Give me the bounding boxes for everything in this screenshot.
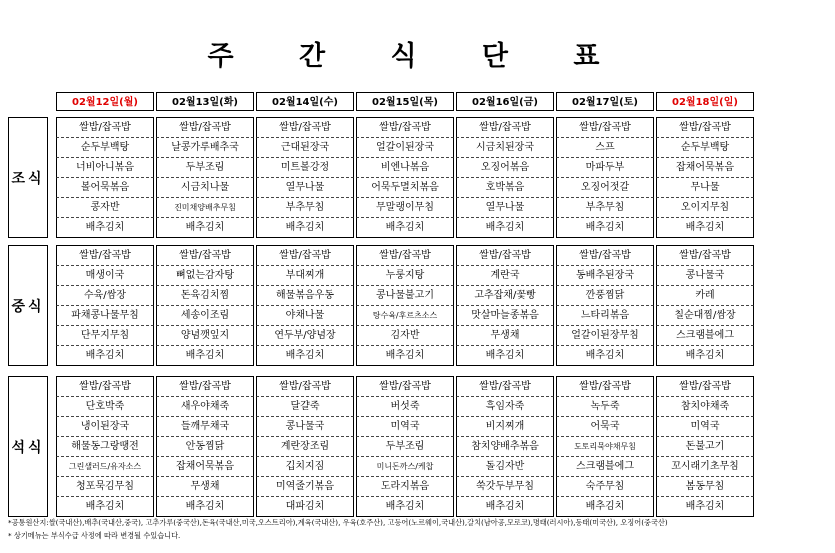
date-header-0: 02월12일(월): [56, 92, 154, 111]
menu-grid: [56, 376, 754, 517]
menu-item: 열무나물: [256, 177, 354, 197]
menu-item: 근대된장국: [256, 137, 354, 157]
menu-item: 쌀밥/잡곡밥: [156, 245, 254, 265]
menu-item: 단호박죽: [56, 396, 154, 416]
menu-item: 쌀밥/잡곡밥: [256, 245, 354, 265]
day-column-4: [456, 245, 554, 366]
day-column-5: [556, 245, 654, 366]
menu-item: 두부조림: [356, 436, 454, 456]
date-header-row: [56, 92, 756, 111]
menu-item: 쌀밥/잡곡밥: [456, 376, 554, 396]
menu-item: 쌀밥/잡곡밥: [256, 376, 354, 396]
date-header-4: 02월16일(금): [456, 92, 554, 111]
meal-label: 조식: [8, 117, 48, 238]
menu-item: 배추김치: [56, 496, 154, 517]
menu-item: 배추김치: [656, 345, 754, 366]
menu-item: 얼갈이된장무침: [556, 325, 654, 345]
day-column-0: [56, 117, 154, 238]
day-column-4: [456, 117, 554, 238]
menu-item: 참치양배추볶음: [456, 436, 554, 456]
day-column-2: [256, 376, 354, 517]
menu-grid: [56, 245, 754, 366]
menu-item: 녹두죽: [556, 396, 654, 416]
menu-item: 참치야채죽: [656, 396, 754, 416]
menu-item: 단무지무침: [56, 325, 154, 345]
menu-item: 배추김치: [256, 345, 354, 366]
day-column-3: [356, 245, 454, 366]
menu-item: 계란국: [456, 265, 554, 285]
menu-item: 미역줄기볶음: [256, 476, 354, 496]
menu-item: 쌀밥/잡곡밥: [556, 117, 654, 137]
menu-item: 배추김치: [56, 217, 154, 238]
menu-item: 마파두부: [556, 157, 654, 177]
menu-item: 진미채양배추무침: [156, 197, 254, 217]
day-column-6: [656, 117, 754, 238]
menu-item: 배추김치: [656, 496, 754, 517]
menu-item: 쌀밥/잡곡밥: [356, 376, 454, 396]
menu-item: 순두부백탕: [656, 137, 754, 157]
menu-item: 쑥갓두부무침: [456, 476, 554, 496]
menu-item: 잡채어묵볶음: [656, 157, 754, 177]
menu-item: 동배추된장국: [556, 265, 654, 285]
menu-item: 쌀밥/잡곡밥: [156, 117, 254, 137]
menu-item: 쌀밥/잡곡밥: [656, 245, 754, 265]
change-note: * 상기메뉴는 부식수급 사정에 따라 변경될 수있습니다.: [8, 531, 181, 540]
menu-item: 미역국: [656, 416, 754, 436]
day-column-5: [556, 117, 654, 238]
menu-item: 누룽지탕: [356, 265, 454, 285]
date-header-1: 02월13일(화): [156, 92, 254, 111]
day-column-6: [656, 376, 754, 517]
menu-item: 볼어묵볶음: [56, 177, 154, 197]
menu-item: 무나물: [656, 177, 754, 197]
menu-item: 배추김치: [556, 345, 654, 366]
menu-item: 쌀밥/잡곡밥: [256, 117, 354, 137]
menu-item: 깁치지짐: [256, 456, 354, 476]
day-column-3: [356, 117, 454, 238]
day-column-0: [56, 376, 154, 517]
menu-item: 쌀밥/잡곡밥: [656, 376, 754, 396]
menu-item: 쌀밥/잡곡밥: [556, 245, 654, 265]
menu-item: 그린샐러드/유자소스: [56, 456, 154, 476]
menu-item: 버섯죽: [356, 396, 454, 416]
menu-item: 수육/쌈장: [56, 285, 154, 305]
menu-item: 쌀밥/잡곡밥: [56, 376, 154, 396]
menu-item: 흑임자죽: [456, 396, 554, 416]
menu-item: 배추김치: [356, 345, 454, 366]
menu-item: 콩나물국: [256, 416, 354, 436]
menu-item: 배추김치: [556, 496, 654, 517]
day-column-1: [156, 117, 254, 238]
day-column-2: [256, 245, 354, 366]
menu-item: 파채콩나물무침: [56, 305, 154, 325]
menu-item: 돈육김치찜: [156, 285, 254, 305]
menu-item: 뼈없는감자탕: [156, 265, 254, 285]
menu-item: 어묵두멸치볶음: [356, 177, 454, 197]
menu-item: 배추김치: [356, 217, 454, 238]
menu-item: 김자반: [356, 325, 454, 345]
menu-item: 부대찌개: [256, 265, 354, 285]
page-title: 주 간 식 단 표: [207, 41, 628, 72]
menu-item: 쌀밥/잡곡밥: [356, 245, 454, 265]
menu-item: 숙주무침: [556, 476, 654, 496]
menu-item: 도라지볶음: [356, 476, 454, 496]
menu-item: 냉이된장국: [56, 416, 154, 436]
menu-item: 해물볶음우동: [256, 285, 354, 305]
menu-item: 도토리묵야채무침: [556, 436, 654, 456]
day-column-0: [56, 245, 154, 366]
menu-item: 무생채: [456, 325, 554, 345]
menu-item: 오징어볶음: [456, 157, 554, 177]
meal-label: 중식: [8, 245, 48, 366]
menu-item: 어묵국: [556, 416, 654, 436]
origin-note: *공통원산지:쌀(국내산),배추(국내산,중국), 고추가루(중국산),돈육(국내산,미국,오스트리아),계육(국내산), 우육(호주산), 고등어(노르웨이,국내산),갈치(남아공,모로코),명태(러시아),동태(미국산), 오징어(중국산): [8, 518, 668, 527]
menu-item: 스크램블에그: [656, 325, 754, 345]
menu-item: 배추김치: [556, 217, 654, 238]
menu-item: 두부조림: [156, 157, 254, 177]
menu-item: 매생이국: [56, 265, 154, 285]
menu-item: 대파김치: [256, 496, 354, 517]
menu-item: 콩나물불고기: [356, 285, 454, 305]
date-header-6: 02월18일(일): [656, 92, 754, 111]
menu-item: 쌀밥/잡곡밥: [356, 117, 454, 137]
notes: [8, 516, 668, 542]
menu-item: 스프: [556, 137, 654, 157]
menu-item: 미역국: [356, 416, 454, 436]
menu-item: 안동찜닭: [156, 436, 254, 456]
date-header-2: 02월14일(수): [256, 92, 354, 111]
menu-item: 미니돈까스/케찹: [356, 456, 454, 476]
menu-item: 배추김치: [156, 496, 254, 517]
menu-item: 들깨무채국: [156, 416, 254, 436]
menu-item: 호박볶음: [456, 177, 554, 197]
menu-item: 쌀밥/잡곡밥: [156, 376, 254, 396]
menu-item: 청포묵김무침: [56, 476, 154, 496]
menu-item: 시금치나물: [156, 177, 254, 197]
menu-item: 느타리볶음: [556, 305, 654, 325]
menu-item: 연두부/양념장: [256, 325, 354, 345]
menu-item: 칠순대찜/쌈장: [656, 305, 754, 325]
day-column-2: [256, 117, 354, 238]
menu-item: 미트볼강정: [256, 157, 354, 177]
menu-item: 계란장조림: [256, 436, 354, 456]
menu-item: 카레: [656, 285, 754, 305]
menu-grid: [56, 117, 754, 238]
menu-item: 콩자반: [56, 197, 154, 217]
menu-item: 쌀밥/잡곡밥: [656, 117, 754, 137]
menu-item: 탕수육/후르츠소스: [356, 305, 454, 325]
menu-item: 쌀밥/잡곡밥: [456, 117, 554, 137]
menu-item: 세송이조림: [156, 305, 254, 325]
menu-item: 배추김치: [156, 345, 254, 366]
menu-item: 날콩가루배추국: [156, 137, 254, 157]
menu-item: 오징어젓갈: [556, 177, 654, 197]
menu-item: 배추김치: [456, 345, 554, 366]
menu-item: 배추김치: [56, 345, 154, 366]
date-header-3: 02월15일(목): [356, 92, 454, 111]
menu-item: 양념깻잎지: [156, 325, 254, 345]
menu-item: 고추잡채/꽃빵: [456, 285, 554, 305]
menu-item: 너비아니볶음: [56, 157, 154, 177]
menu-item: 무생채: [156, 476, 254, 496]
meal-label: 석식: [8, 376, 48, 517]
day-column-5: [556, 376, 654, 517]
menu-item: 열무나물: [456, 197, 554, 217]
menu-item: 배추김치: [256, 217, 354, 238]
day-column-6: [656, 245, 754, 366]
day-column-1: [156, 376, 254, 517]
menu-item: 맛살마늘종볶음: [456, 305, 554, 325]
menu-item: 배추김치: [356, 496, 454, 517]
menu-item: 야채나물: [256, 305, 354, 325]
menu-item: 오이지무침: [656, 197, 754, 217]
menu-item: 시금치된장국: [456, 137, 554, 157]
menu-item: 돌김자반: [456, 456, 554, 476]
menu-item: 쌀밥/잡곡밥: [556, 376, 654, 396]
menu-item: 배추김치: [456, 496, 554, 517]
menu-item: 꼬시래기초무침: [656, 456, 754, 476]
menu-item: 잡채어묵볶음: [156, 456, 254, 476]
menu-item: 배추김치: [656, 217, 754, 238]
menu-item: 달걀죽: [256, 396, 354, 416]
menu-item: 돈불고기: [656, 436, 754, 456]
menu-item: 해물동그랑땡전: [56, 436, 154, 456]
menu-item: 순두부백탕: [56, 137, 154, 157]
menu-item: 비엔나볶음: [356, 157, 454, 177]
menu-item: 배추김치: [156, 217, 254, 238]
menu-item: 부추무침: [556, 197, 654, 217]
menu-item: 얼갈이된장국: [356, 137, 454, 157]
menu-item: 깐풍찜닭: [556, 285, 654, 305]
day-column-3: [356, 376, 454, 517]
day-column-4: [456, 376, 554, 517]
menu-item: 스크램블에그: [556, 456, 654, 476]
menu-item: 배추김치: [456, 217, 554, 238]
menu-item: 새우야채죽: [156, 396, 254, 416]
menu-item: 비지찌개: [456, 416, 554, 436]
menu-item: 콩나물국: [656, 265, 754, 285]
menu-item: 무말랭이무침: [356, 197, 454, 217]
day-column-1: [156, 245, 254, 366]
menu-item: 쌀밥/잡곡밥: [56, 245, 154, 265]
menu-item: 봄동무침: [656, 476, 754, 496]
menu-item: 쌀밥/잡곡밥: [56, 117, 154, 137]
menu-item: 부추무침: [256, 197, 354, 217]
menu-item: 쌀밥/잡곡밥: [456, 245, 554, 265]
date-header-5: 02월17일(토): [556, 92, 654, 111]
